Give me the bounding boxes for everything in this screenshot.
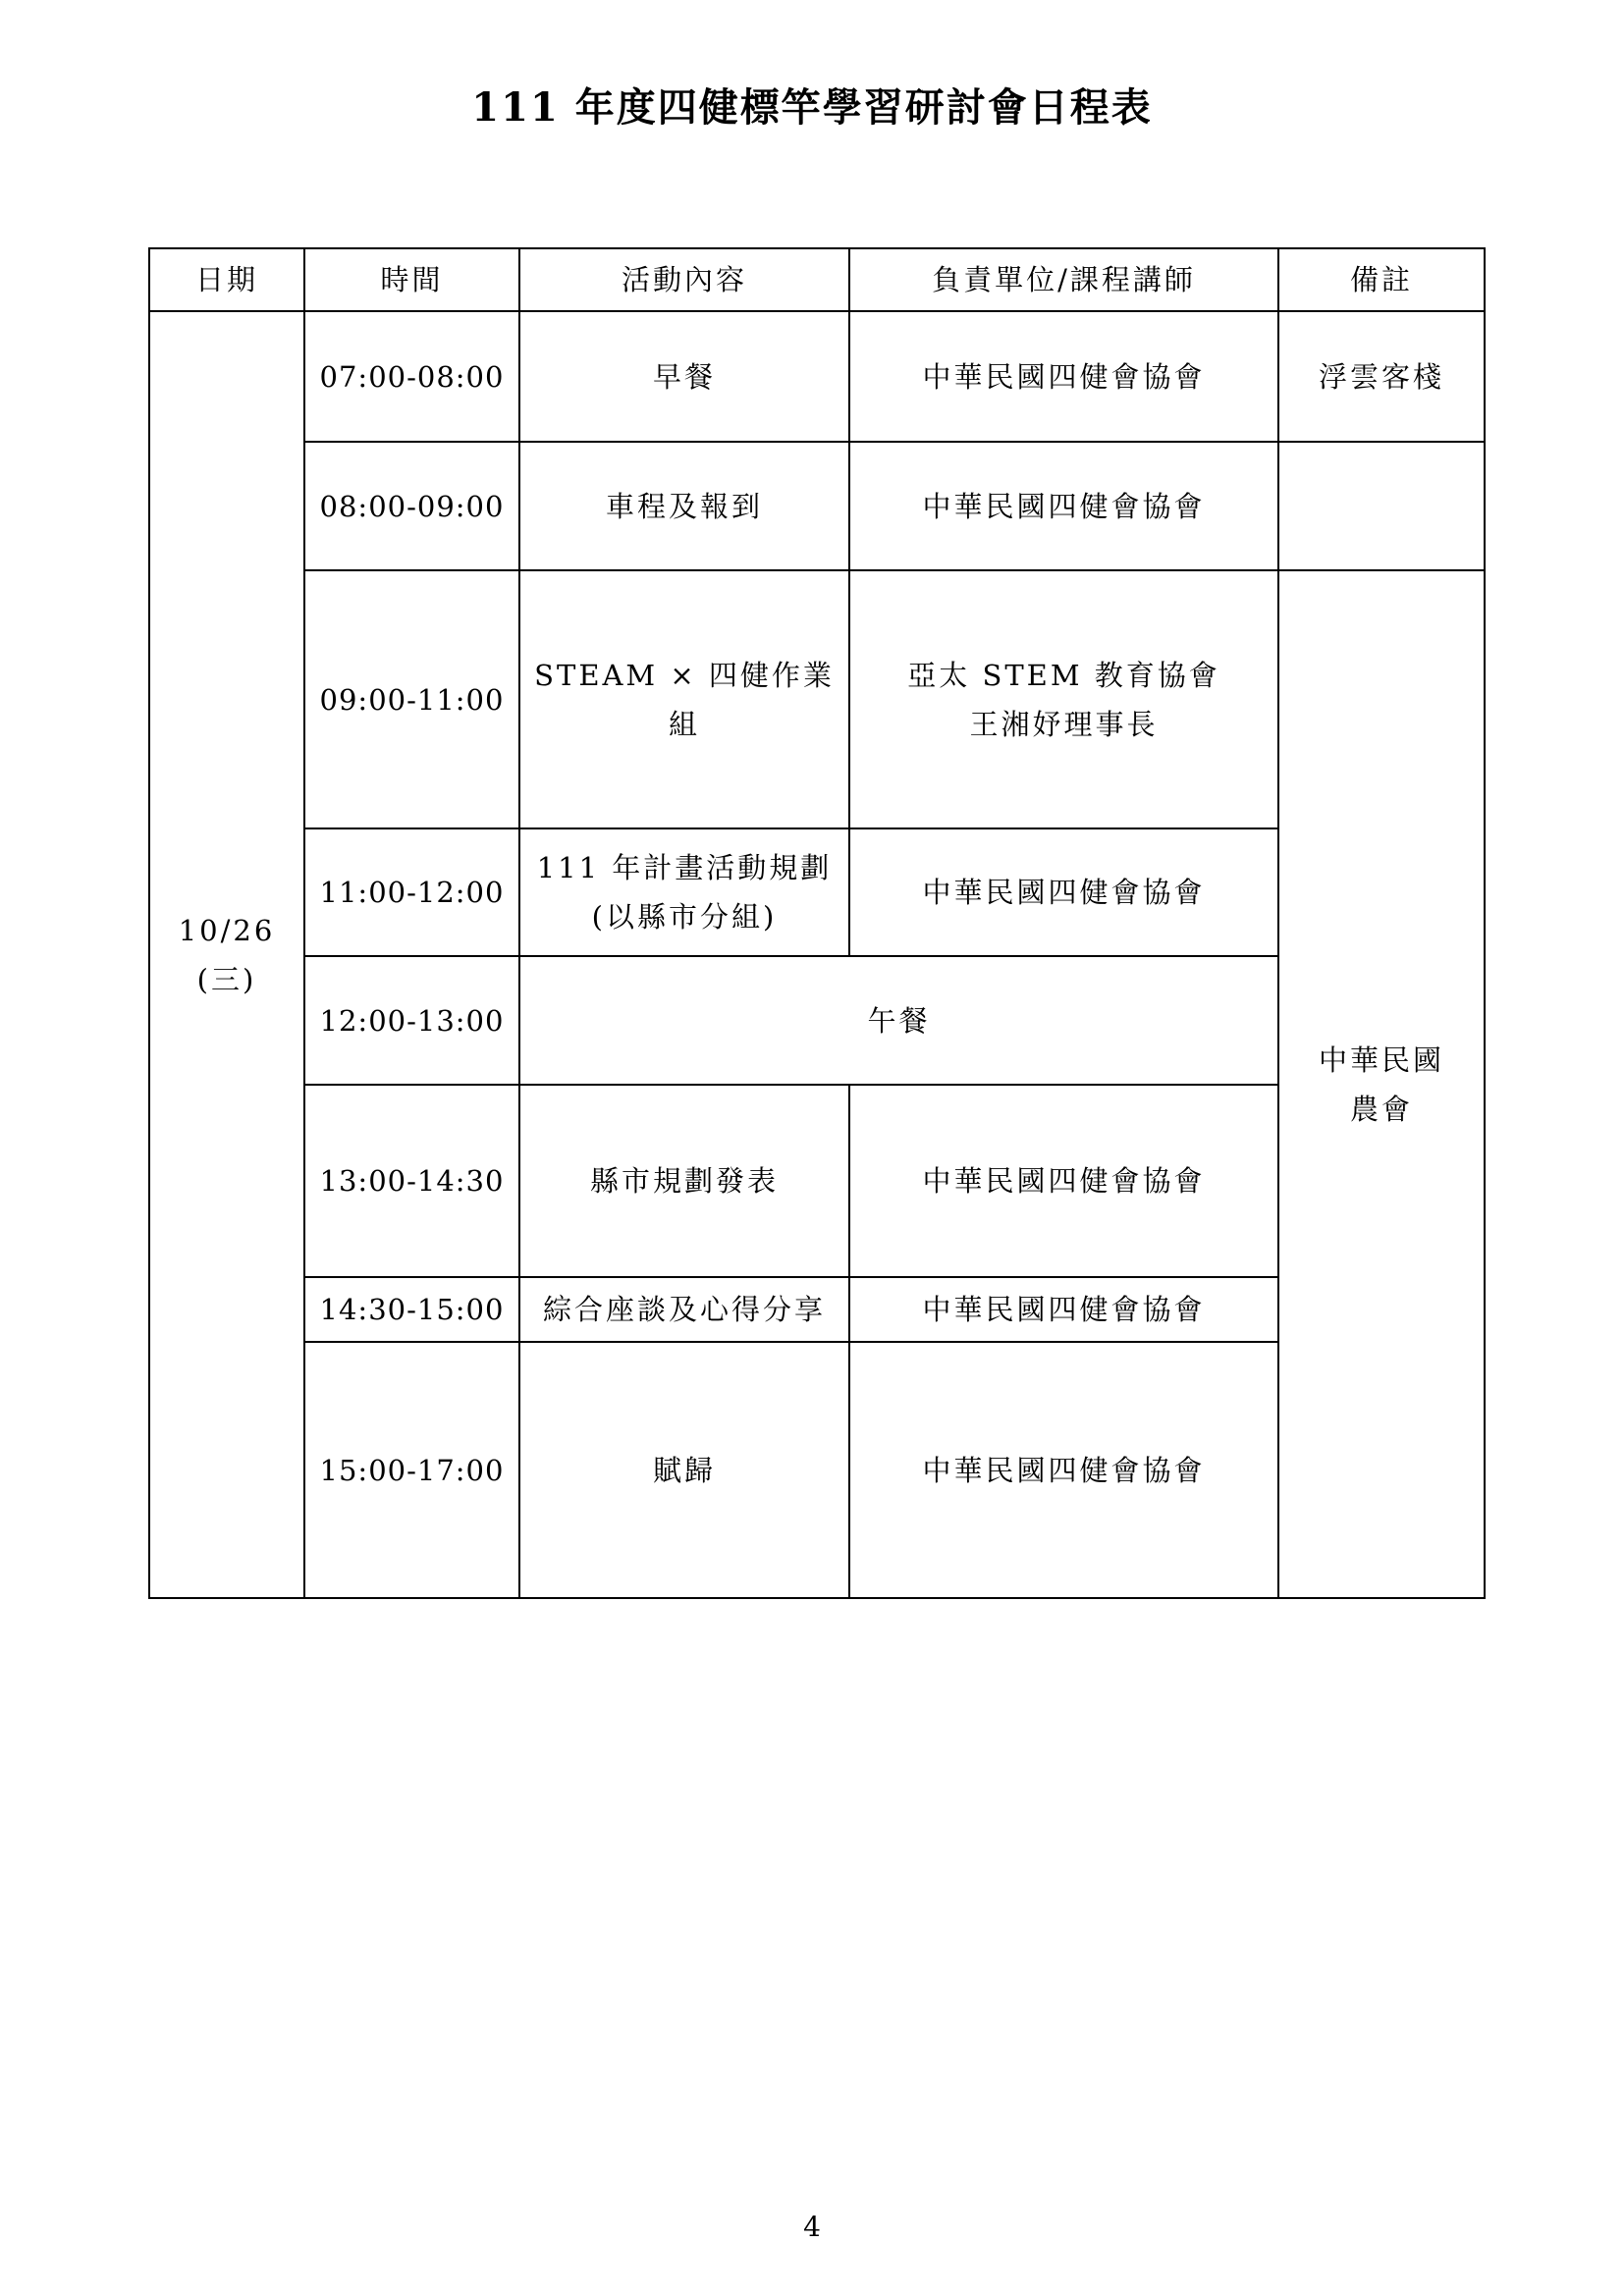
activity-cell: 早餐: [519, 311, 849, 442]
note-cell: 浮雲客棧: [1278, 311, 1485, 442]
unit-cell: 中華民國四健會協會: [849, 828, 1278, 956]
time-cell: 11:00-12:00: [304, 828, 519, 956]
unit-line: 亞太 STEM 教育協會: [907, 658, 1220, 692]
activity-cell: STEAM × 四健作業組: [519, 570, 849, 828]
activity-cell: 綜合座談及心得分享: [519, 1277, 849, 1342]
unit-line: 王湘妤理事長: [969, 707, 1159, 741]
header-activity: 活動內容: [519, 248, 849, 311]
time-cell: 07:00-08:00: [304, 311, 519, 442]
table-row: [149, 311, 1485, 442]
activity-cell: 車程及報到: [519, 442, 849, 570]
date-cell: [149, 311, 304, 1598]
unit-cell: [849, 570, 1278, 828]
time-cell: 14:30-15:00: [304, 1277, 519, 1342]
time-cell: 15:00-17:00: [304, 1342, 519, 1598]
header-time: 時間: [304, 248, 519, 311]
time-cell: 13:00-14:30: [304, 1085, 519, 1277]
header-date: 日期: [149, 248, 304, 311]
activity-line: 111 年計畫活動規劃: [536, 851, 833, 884]
merged-note-cell: [1278, 570, 1485, 1598]
page-number: 4: [803, 2211, 821, 2243]
note-line: 農會: [1349, 1092, 1413, 1126]
time-cell: 08:00-09:00: [304, 442, 519, 570]
time-cell: 12:00-13:00: [304, 956, 519, 1085]
activity-cell: 縣市規劃發表: [519, 1085, 849, 1277]
unit-cell: 中華民國四健會協會: [849, 311, 1278, 442]
table-row: [149, 570, 1485, 828]
activity-cell: 賦歸: [519, 1342, 849, 1598]
table-header-row: [149, 248, 1485, 311]
date-weekday: (三): [196, 962, 257, 996]
note-line: 中華民國: [1318, 1042, 1444, 1077]
header-note: 備註: [1278, 248, 1485, 311]
date-day: 10/26: [178, 913, 276, 947]
activity-line: (以縣市分組): [591, 900, 778, 934]
time-cell: 09:00-11:00: [304, 570, 519, 828]
table-row: [149, 442, 1485, 570]
schedule-table: [148, 247, 1486, 1599]
note-cell: [1278, 442, 1485, 570]
unit-cell: 中華民國四健會協會: [849, 1085, 1278, 1277]
page-title: 111 年度四健標竿學習研討會日程表: [471, 84, 1153, 131]
activity-cell: [519, 828, 849, 956]
unit-cell: 中華民國四健會協會: [849, 1277, 1278, 1342]
activity-cell: 午餐: [519, 956, 1278, 1085]
unit-cell: 中華民國四健會協會: [849, 442, 1278, 570]
unit-cell: 中華民國四健會協會: [849, 1342, 1278, 1598]
header-unit: 負責單位/課程講師: [849, 248, 1278, 311]
